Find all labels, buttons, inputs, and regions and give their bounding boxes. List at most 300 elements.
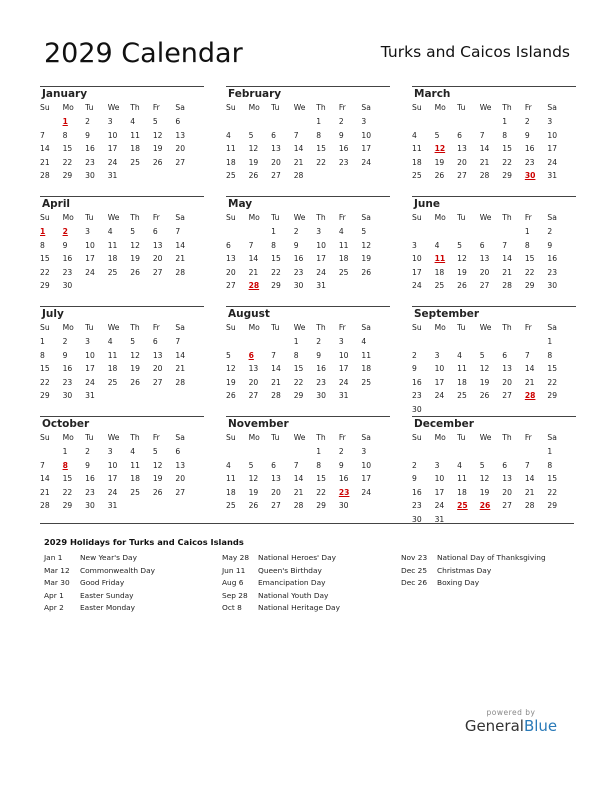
month-name: January	[42, 88, 88, 100]
day-cell: 10	[547, 130, 558, 140]
day-cell: 16	[412, 377, 422, 387]
holiday-name: Good Friday	[80, 578, 125, 587]
month-days	[226, 101, 384, 183]
day-cell: 13	[271, 474, 281, 484]
day-cell: 7	[479, 130, 485, 140]
day-cell: 30	[293, 281, 304, 291]
day-cell: 15	[62, 144, 73, 154]
day-cell: 19	[130, 364, 140, 374]
day-cell: 25	[226, 171, 236, 181]
weekday-header: Th	[130, 213, 140, 222]
holiday-day: 2	[62, 227, 68, 236]
holiday-row	[401, 577, 546, 590]
day-cell: 24	[85, 377, 95, 387]
day-cell: 28	[524, 501, 535, 511]
day-cell: 14	[175, 350, 186, 360]
day-cell: 23	[316, 377, 326, 387]
day-cell: 13	[271, 144, 281, 154]
day-cell: 5	[434, 130, 440, 140]
day-cell: 5	[457, 240, 462, 250]
empty-cell	[457, 115, 480, 129]
empty-cell	[525, 445, 548, 459]
day-cell: 22	[293, 377, 304, 387]
day-cell: 5	[152, 447, 158, 456]
day-cell: 14	[40, 474, 50, 484]
day-cell: 17	[434, 487, 445, 497]
empty-cell	[226, 115, 249, 129]
day-cell: 25	[412, 171, 422, 181]
day-cell: 18	[434, 267, 445, 277]
day-cell: 7	[40, 130, 45, 140]
holiday-day: 25	[457, 501, 468, 511]
day-cell: 29	[502, 171, 512, 181]
day-cell: 26	[130, 377, 140, 387]
day-cell: 9	[338, 130, 344, 140]
day-cell: 7	[293, 460, 299, 470]
day-cell: 3	[316, 227, 322, 236]
weekday-header: We	[107, 433, 120, 442]
empty-cell	[435, 335, 458, 349]
weekday-header: Su	[226, 103, 236, 112]
day-cell: 12	[226, 364, 236, 374]
month-days	[226, 431, 384, 513]
month-rule	[40, 306, 204, 307]
day-cell: 30	[338, 501, 349, 511]
day-cell: 20	[502, 487, 512, 497]
day-cell: 30	[85, 171, 95, 181]
day-cell: 11	[130, 130, 140, 140]
day-cell: 29	[316, 501, 326, 511]
day-cell: 23	[338, 157, 349, 167]
weekday-header: Su	[40, 213, 50, 222]
empty-cell	[525, 335, 548, 349]
day-cell: 14	[502, 254, 512, 264]
day-cell: 22	[316, 487, 326, 497]
day-cell: 11	[130, 460, 140, 470]
day-cell: 9	[293, 240, 299, 250]
day-cell: 23	[85, 157, 95, 167]
holiday-day: 8	[62, 460, 68, 470]
empty-cell	[480, 115, 503, 129]
empty-cell	[480, 445, 503, 459]
day-cell: 15	[271, 254, 281, 264]
day-cell: 29	[293, 391, 304, 401]
day-cell: 9	[524, 130, 530, 140]
month-name: September	[414, 308, 480, 320]
day-cell: 29	[547, 501, 558, 511]
holiday-date: Apr 2	[44, 603, 64, 612]
day-cell: 9	[316, 350, 322, 360]
month-january	[40, 88, 198, 183]
empty-cell	[294, 445, 317, 459]
weekday-header: We	[293, 103, 306, 112]
day-cell: 27	[175, 487, 186, 497]
empty-cell	[294, 115, 317, 129]
month-march	[412, 88, 570, 183]
holiday-row	[401, 565, 546, 578]
day-cell: 16	[293, 254, 304, 264]
day-cell: 29	[271, 281, 281, 291]
empty-cell	[412, 445, 435, 459]
day-cell: 28	[271, 391, 281, 401]
day-cell: 18	[107, 254, 118, 264]
day-cell: 29	[40, 281, 50, 291]
day-cell: 6	[271, 460, 276, 470]
day-cell: 15	[40, 364, 50, 374]
day-cell: 15	[62, 474, 73, 484]
day-cell: 28	[40, 171, 50, 181]
day-cell: 10	[85, 240, 95, 250]
day-cell: 21	[293, 157, 304, 167]
holiday-name: National Heroes' Day	[258, 553, 337, 562]
month-name: June	[414, 198, 440, 210]
weekday-header: Su	[412, 433, 422, 442]
day-cell: 8	[40, 350, 45, 360]
day-cell: 1	[524, 227, 530, 236]
day-cell: 7	[40, 460, 45, 470]
day-cell: 5	[361, 227, 367, 236]
day-cell: 3	[107, 447, 113, 456]
empty-cell	[40, 115, 63, 129]
day-cell: 21	[502, 267, 512, 277]
weekday-header: Th	[130, 433, 140, 442]
day-cell: 13	[226, 254, 236, 264]
day-cell: 21	[293, 487, 304, 497]
empty-cell	[226, 225, 249, 239]
month-rule	[412, 306, 576, 307]
empty-cell	[40, 445, 63, 459]
day-cell: 30	[62, 391, 73, 401]
day-cell: 5	[248, 130, 254, 140]
holiday-name: Boxing Day	[437, 578, 480, 587]
month-days	[412, 101, 570, 183]
holiday-name: Christmas Day	[437, 565, 492, 575]
day-cell: 13	[152, 240, 163, 250]
day-cell: 12	[479, 364, 490, 374]
day-cell: 4	[107, 337, 113, 346]
day-cell: 24	[412, 281, 422, 291]
day-cell: 22	[40, 377, 50, 387]
day-cell: 14	[293, 144, 304, 154]
holiday-row	[44, 577, 155, 590]
month-days	[226, 211, 384, 293]
weekday-header: Mo	[248, 213, 260, 222]
day-cell: 8	[40, 240, 45, 250]
day-cell: 10	[361, 460, 372, 470]
day-cell: 20	[175, 474, 186, 484]
day-cell: 8	[316, 130, 322, 140]
day-cell: 17	[107, 144, 118, 154]
month-name: April	[42, 198, 71, 210]
weekday-header: Th	[316, 433, 326, 442]
weekday-header: Fr	[338, 433, 346, 442]
day-cell: 16	[412, 487, 422, 497]
day-cell: 20	[175, 144, 186, 154]
day-cell: 28	[502, 281, 512, 291]
day-cell: 23	[547, 267, 558, 277]
weekday-header: We	[107, 103, 120, 112]
empty-cell	[435, 225, 458, 239]
day-cell: 5	[152, 117, 158, 126]
holiday-date: Sep 28	[222, 590, 248, 600]
day-cell: 29	[62, 171, 73, 181]
day-cell: 1	[62, 447, 68, 456]
day-cell: 9	[85, 460, 90, 470]
holiday-date: Apr 1	[44, 590, 64, 600]
month-name: May	[228, 198, 253, 210]
day-cell: 11	[226, 144, 236, 154]
day-cell: 21	[40, 487, 50, 497]
day-cell: 7	[271, 350, 276, 360]
holiday-date: Dec 25	[401, 565, 428, 575]
day-cell: 25	[130, 487, 140, 497]
day-cell: 19	[457, 267, 467, 277]
day-cell: 3	[434, 350, 440, 360]
day-cell: 17	[338, 364, 349, 374]
holiday-day: 11	[434, 254, 446, 264]
day-cell: 21	[175, 364, 186, 374]
holiday-day: 1	[62, 117, 68, 126]
day-cell: 11	[457, 364, 467, 374]
day-cell: 4	[226, 130, 231, 140]
day-cell: 17	[547, 144, 558, 154]
month-rule	[412, 196, 576, 197]
weekday-header: Fr	[152, 323, 160, 332]
day-cell: 24	[547, 157, 558, 167]
month-days	[40, 431, 198, 513]
day-cell: 17	[107, 474, 118, 484]
day-cell: 29	[524, 281, 535, 291]
day-cell: 20	[226, 267, 236, 277]
day-cell: 3	[338, 337, 344, 346]
weekday-header: We	[479, 433, 492, 442]
day-cell: 1	[293, 337, 299, 346]
month-december	[412, 418, 570, 527]
day-cell: 4	[226, 460, 231, 470]
weekday-header: Fr	[524, 213, 532, 222]
day-cell: 28	[293, 171, 304, 181]
weekday-header: Tu	[85, 213, 94, 222]
day-cell: 12	[361, 240, 372, 250]
empty-cell	[249, 335, 272, 349]
day-cell: 20	[271, 487, 281, 497]
day-cell: 29	[40, 391, 50, 401]
day-cell: 2	[62, 337, 68, 346]
day-cell: 23	[293, 267, 304, 277]
day-cell: 11	[361, 350, 372, 360]
day-cell: 27	[271, 171, 281, 181]
day-cell: 3	[547, 117, 553, 126]
holiday-name: Queen's Birthday	[258, 565, 322, 575]
day-cell: 26	[361, 267, 372, 277]
month-february	[226, 88, 384, 183]
holiday-day: 1	[40, 227, 46, 236]
day-cell: 18	[226, 157, 236, 167]
day-cell: 3	[107, 117, 113, 126]
brand-logo	[456, 708, 566, 735]
day-cell: 20	[502, 377, 512, 387]
day-cell: 11	[412, 144, 422, 154]
day-cell: 24	[361, 157, 372, 167]
day-cell: 16	[85, 144, 95, 154]
day-cell: 19	[226, 377, 236, 387]
weekday-header: We	[293, 213, 306, 222]
holiday-name: Easter Monday	[80, 603, 136, 612]
month-rule	[40, 416, 204, 417]
day-cell: 18	[412, 157, 422, 167]
weekday-header: We	[293, 323, 306, 332]
day-cell: 14	[271, 364, 281, 374]
day-cell: 6	[226, 240, 231, 250]
holiday-name: New Year's Day	[80, 553, 137, 562]
weekday-header: Fr	[152, 103, 160, 112]
day-cell: 9	[412, 474, 417, 484]
day-cell: 7	[524, 350, 530, 360]
day-cell: 19	[479, 377, 490, 387]
month-august	[226, 308, 384, 403]
weekday-header: Th	[316, 103, 326, 112]
weekday-header: Fr	[338, 323, 346, 332]
day-cell: 2	[412, 350, 417, 360]
holiday-row	[222, 602, 340, 615]
weekday-header: Mo	[434, 103, 446, 112]
day-cell: 30	[85, 501, 95, 511]
day-cell: 28	[40, 501, 50, 511]
day-cell: 27	[502, 391, 512, 401]
weekday-header: Su	[40, 323, 50, 332]
day-cell: 16	[338, 474, 349, 484]
day-cell: 25	[457, 391, 467, 401]
day-cell: 23	[85, 487, 95, 497]
day-cell: 18	[457, 377, 467, 387]
holiday-row	[44, 565, 155, 578]
day-cell: 17	[85, 364, 95, 374]
holiday-name: National Day of Thanksgiving	[437, 553, 546, 562]
weekday-header: Tu	[85, 433, 94, 442]
weekday-header: Mo	[248, 433, 260, 442]
day-cell: 3	[85, 337, 90, 346]
weekday-header: We	[479, 103, 492, 112]
day-cell: 20	[248, 377, 259, 387]
day-cell: 31	[316, 281, 326, 291]
day-cell: 1	[271, 227, 276, 236]
day-cell: 13	[152, 350, 163, 360]
month-september	[412, 308, 570, 417]
empty-cell	[249, 225, 272, 239]
day-cell: 15	[524, 254, 535, 264]
month-rule	[40, 196, 204, 197]
weekday-header: Tu	[457, 433, 466, 442]
empty-cell	[457, 445, 480, 459]
day-cell: 13	[502, 474, 512, 484]
day-cell: 13	[457, 144, 467, 154]
day-cell: 10	[85, 350, 95, 360]
holiday-date: Dec 26	[401, 578, 428, 587]
weekday-header: Tu	[457, 213, 466, 222]
weekday-header: We	[479, 323, 492, 332]
day-cell: 3	[85, 227, 90, 236]
weekday-header: Tu	[271, 213, 280, 222]
day-cell: 8	[316, 460, 322, 470]
day-cell: 9	[85, 130, 90, 140]
month-name: August	[228, 308, 270, 320]
day-cell: 8	[62, 130, 68, 140]
day-cell: 2	[524, 117, 530, 126]
day-cell: 9	[547, 240, 553, 250]
divider	[40, 523, 574, 524]
day-cell: 17	[412, 267, 422, 277]
holiday-name: Easter Sunday	[80, 590, 134, 600]
weekday-header: Fr	[524, 323, 532, 332]
day-cell: 10	[361, 130, 372, 140]
day-cell: 12	[479, 474, 490, 484]
weekday-header: We	[107, 213, 120, 222]
country-name: Turks and Caicos Islands	[380, 43, 570, 61]
day-cell: 30	[547, 281, 558, 291]
month-july	[40, 308, 198, 403]
holiday-date: Oct 8	[222, 603, 242, 612]
day-cell: 28	[175, 267, 186, 277]
empty-cell	[502, 225, 525, 239]
day-cell: 17	[85, 254, 95, 264]
weekday-header: Su	[40, 433, 50, 442]
day-cell: 22	[547, 487, 558, 497]
holiday-row	[44, 590, 155, 603]
day-cell: 2	[316, 337, 322, 346]
holiday-column	[401, 552, 546, 590]
day-cell: 19	[434, 157, 445, 167]
day-cell: 13	[175, 460, 186, 470]
weekday-header: Sa	[175, 103, 185, 112]
day-cell: 2	[85, 117, 90, 126]
day-cell: 18	[338, 254, 349, 264]
month-rule	[226, 416, 390, 417]
weekday-header: We	[107, 323, 120, 332]
weekday-header: Su	[412, 323, 422, 332]
day-cell: 23	[412, 501, 422, 511]
empty-cell	[249, 115, 272, 129]
day-cell: 10	[434, 474, 445, 484]
day-cell: 28	[479, 171, 490, 181]
weekday-header: Tu	[85, 103, 94, 112]
weekday-header: Th	[316, 213, 326, 222]
day-cell: 23	[524, 157, 535, 167]
holiday-row	[44, 552, 155, 565]
day-cell: 25	[107, 377, 118, 387]
empty-cell	[435, 115, 458, 129]
day-cell: 26	[248, 501, 259, 511]
day-cell: 8	[547, 460, 553, 470]
day-cell: 12	[457, 254, 467, 264]
month-days	[40, 101, 198, 183]
day-cell: 14	[479, 144, 490, 154]
day-cell: 12	[130, 350, 140, 360]
month-name: March	[414, 88, 451, 100]
day-cell: 13	[248, 364, 259, 374]
day-cell: 10	[434, 364, 445, 374]
day-cell: 24	[361, 487, 372, 497]
weekday-header: Fr	[152, 433, 160, 442]
month-name: July	[42, 308, 64, 320]
holiday-row	[222, 590, 340, 603]
day-cell: 21	[524, 487, 535, 497]
day-cell: 16	[338, 144, 349, 154]
day-cell: 6	[175, 447, 181, 456]
day-cell: 5	[479, 350, 485, 360]
empty-cell	[271, 335, 294, 349]
empty-cell	[412, 225, 435, 239]
day-cell: 2	[338, 447, 344, 456]
